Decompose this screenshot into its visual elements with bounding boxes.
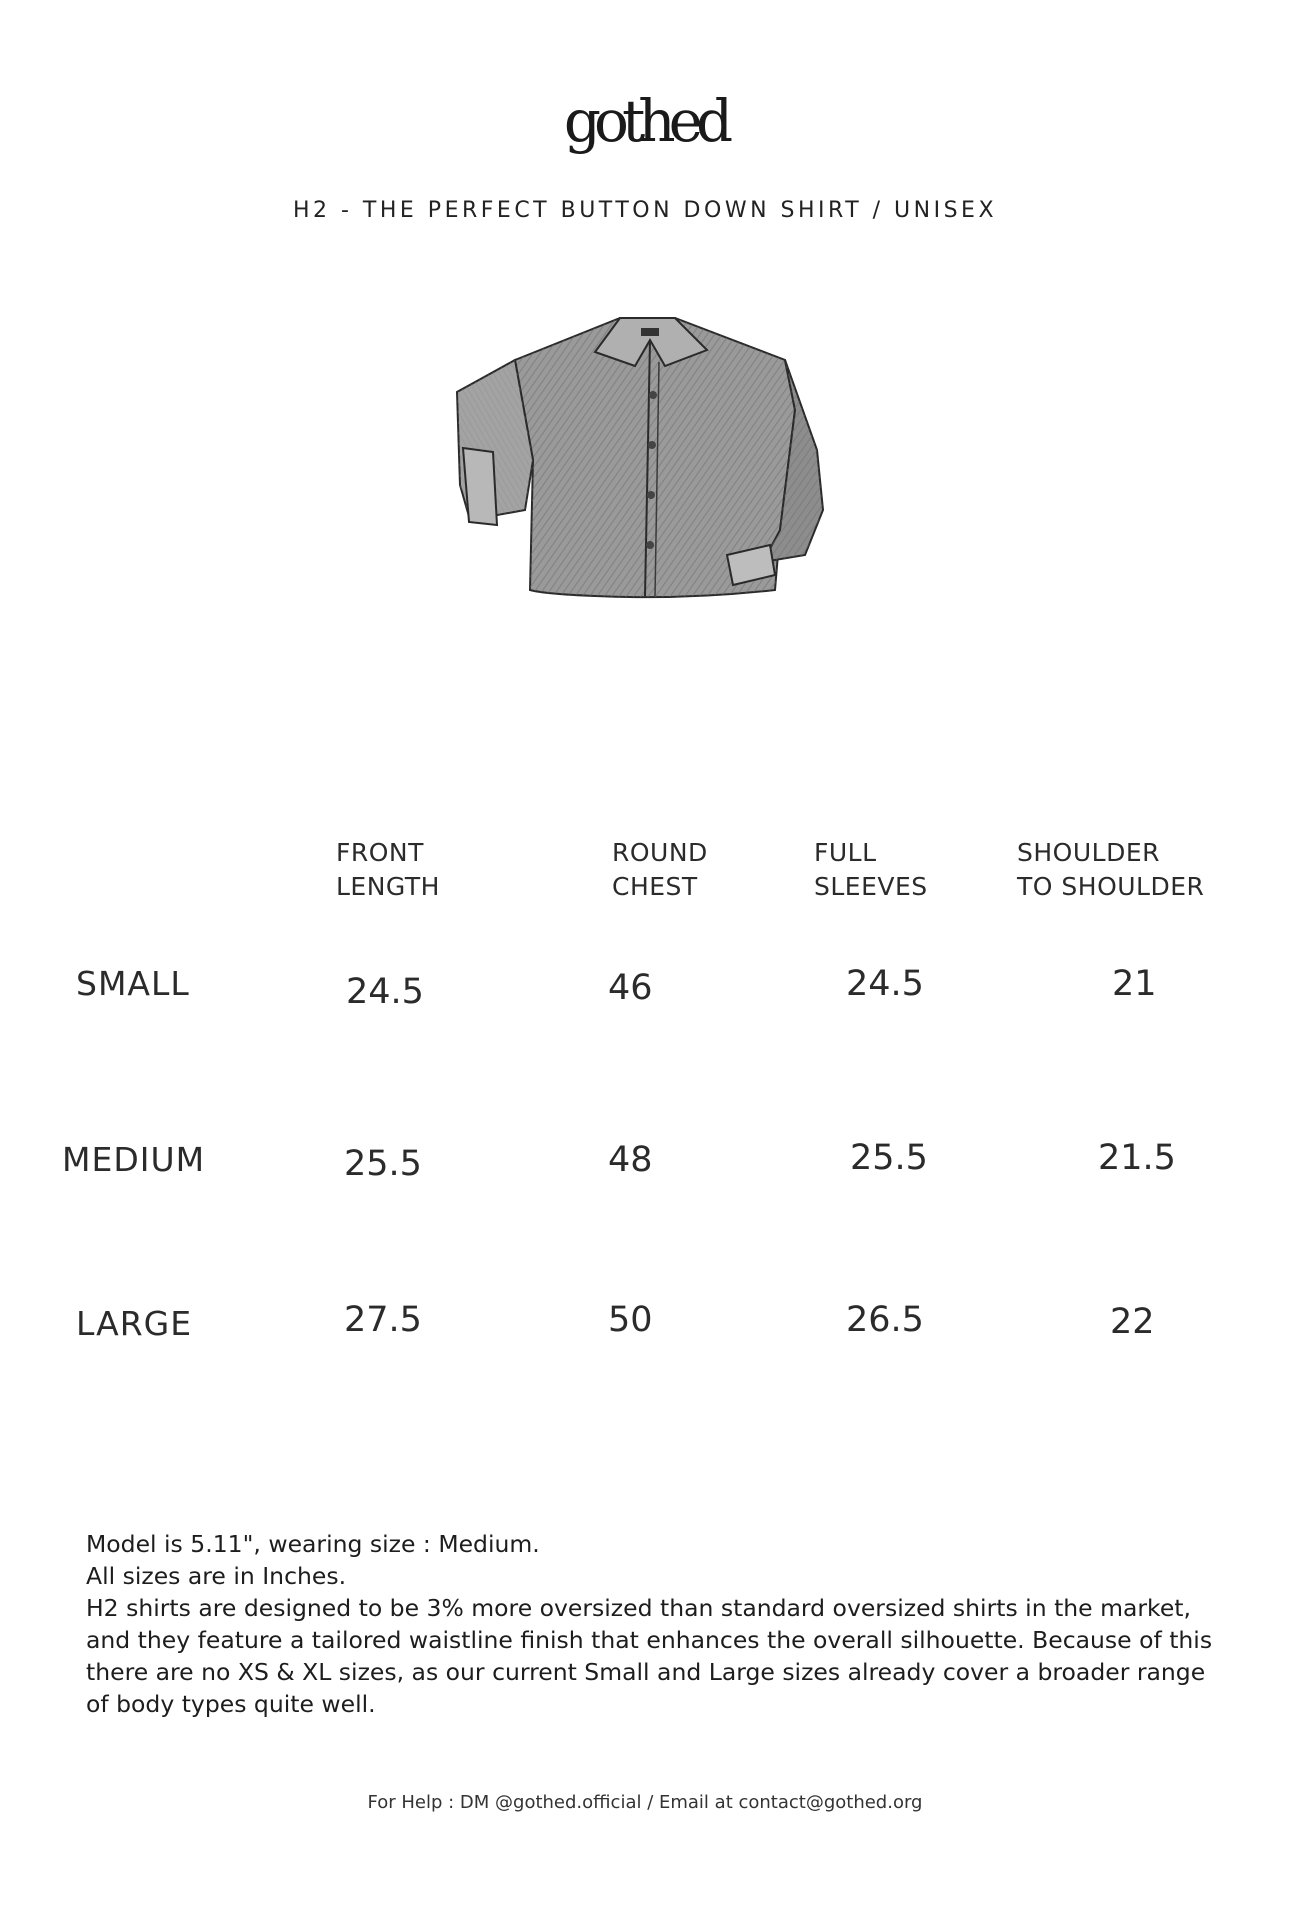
product-title: H2 - THE PERFECT BUTTON DOWN SHIRT / UNISEX <box>292 198 998 223</box>
fit-note: H2 shirts are designed to be 3% more oversized than standard oversized shirts in the market, and they feature a tailored waistline finish that enhances the overall silhouette. Because of this there are no XS & XL sizes, as our current Small and Large sizes already cover a broader range of body types quite well. <box>86 1594 1213 1718</box>
column-header-round-chest: ROUND CHEST <box>612 838 708 901</box>
column-header-shoulder-to-shoulder: SHOULDER TO SHOULDER <box>1017 838 1205 901</box>
column-header-full-sleeves: FULL SLEEVES <box>814 838 928 901</box>
cell-medium-full-sleeves: 25.5 <box>850 1138 928 1178</box>
cell-medium-round-chest: 48 <box>608 1140 653 1180</box>
cell-large-shoulder: 22 <box>1110 1302 1155 1342</box>
column-header-front-length: FRONT LENGTH <box>336 838 440 901</box>
brand-logo: gothed <box>563 87 727 155</box>
cell-small-full-sleeves: 24.5 <box>846 964 924 1004</box>
cell-large-full-sleeves: 26.5 <box>846 1300 924 1340</box>
size-label-large: LARGE <box>76 1304 193 1343</box>
sizing-notes <box>86 1528 1216 1720</box>
model-note: Model is 5.11", wearing size : Medium. <box>86 1530 540 1558</box>
cell-medium-shoulder: 21.5 <box>1098 1138 1176 1178</box>
cell-large-round-chest: 50 <box>608 1300 653 1340</box>
cell-small-round-chest: 46 <box>608 968 653 1008</box>
units-note: All sizes are in Inches. <box>86 1562 347 1590</box>
size-label-medium: MEDIUM <box>62 1140 206 1179</box>
size-label-small: SMALL <box>76 964 190 1003</box>
shirt-sketch-icon <box>445 300 845 680</box>
cell-large-front-length: 27.5 <box>344 1300 422 1340</box>
cell-medium-front-length: 25.5 <box>344 1144 422 1184</box>
help-footer: For Help : DM @gothed.official / Email at contact@gothed.org <box>367 1792 923 1813</box>
cell-small-front-length: 24.5 <box>346 972 424 1012</box>
cell-small-shoulder: 21 <box>1112 964 1157 1004</box>
